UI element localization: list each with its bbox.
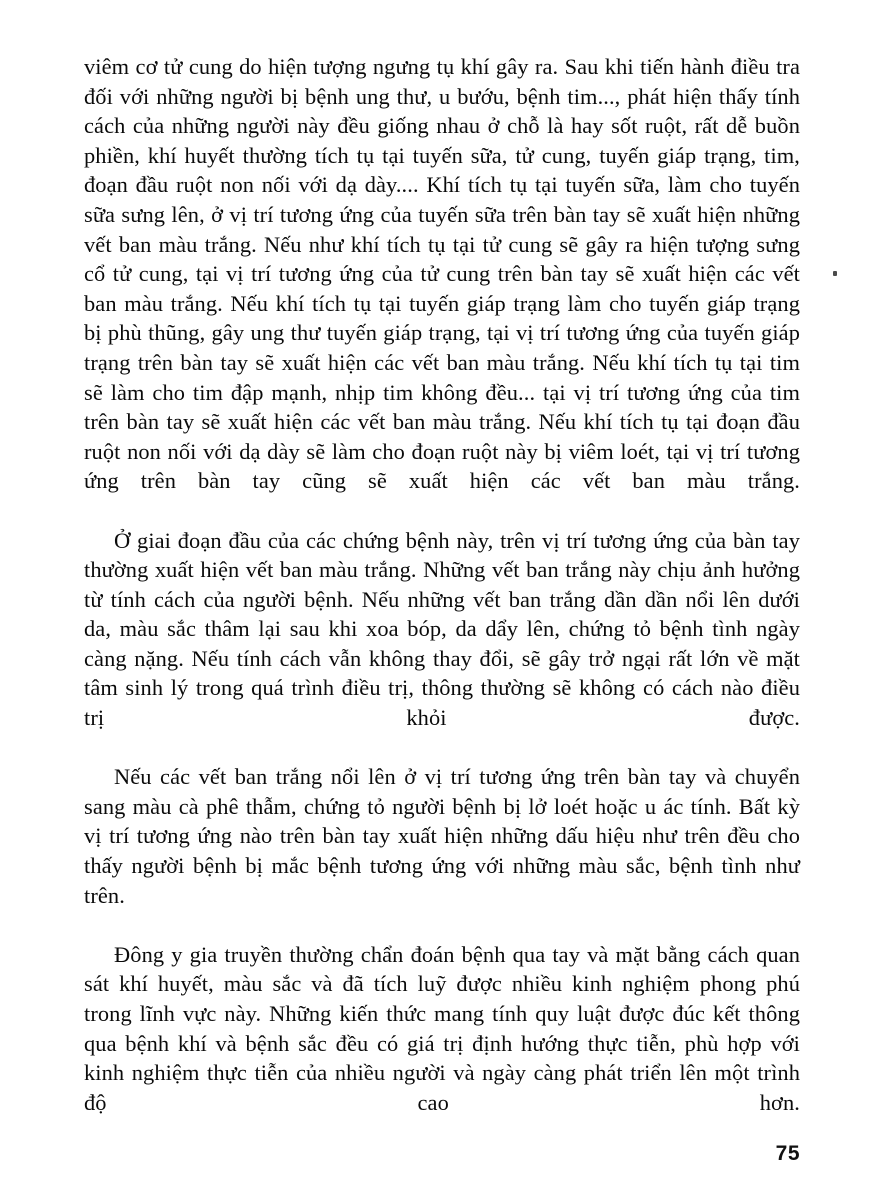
- body-text-column: [84, 52, 800, 1147]
- body-paragraph: viêm cơ tử cung do hiện tượng ngưng tụ khí gây ra. Sau khi tiến hành điều tra đối với những người bị bệnh ung thư, u bướu, bệnh tim..., phát hiện thấy tính cách của những người này đều giống nhau ở chỗ là hay sốt ruột, rất dễ buồn phiền, khí huyết thường tích tụ tại tuyến sữa, tử cung, tuyến giáp trạng, tim, đoạn đầu ruột non nối với dạ dày.... Khí tích tụ tại tuyến sữa, làm cho tuyến sữa sưng lên, ở vị trí tương ứng của tuyến sữa trên bàn tay sẽ xuất hiện những vết ban màu trắng. Nếu như khí tích tụ tại tử cung sẽ gây ra hiện tượng sưng cổ tử cung, tại vị trí tương ứng của tử cung trên bàn tay sẽ xuất hiện các vết ban màu trắng. Nếu khí tích tụ tại tuyến giáp trạng làm cho tuyến giáp trạng bị phù thũng, gây ung thư tuyến giáp trạng, tại vị trí tương ứng của tuyến giáp trạng trên bàn tay sẽ xuất hiện các vết ban màu trắng. Nếu khí tích tụ tại tim sẽ làm cho tim đập mạnh, nhịp tim không đều... tại vị trí tương ứng của tim trên bàn tay sẽ xuất hiện các vết ban màu trắng. Nếu khí tích tụ tại đoạn đầu ruột non nối với dạ dày sẽ làm cho đoạn ruột này bị viêm loét, tại vị trí tương ứng trên bàn tay cũng sẽ xuất hiện các vết ban màu trắng.: [84, 54, 800, 494]
- body-paragraph: Ở giai đoạn đầu của các chứng bệnh này, trên vị trí tương ứng của bàn tay thường xuất hiện vết ban màu trắng. Những vết ban trắng này chịu ảnh hưởng từ tính cách của người bệnh. Nếu những vết ban trắng dần dần nổi lên dưới da, màu sắc thâm lại sau khi xoa bóp, da dẩy lên, chứng tỏ bệnh tình ngày càng nặng. Nếu tính cách vẫn không thay đổi, sẽ gây trở ngại rất lớn về mặt tâm sinh lý trong quá trình điều trị, thông thường sẽ không có cách nào điều trị khỏi được.: [84, 527, 800, 731]
- scan-artifact-speck: [833, 271, 837, 276]
- body-paragraph: Nếu các vết ban trắng nổi lên ở vị trí tương ứng trên bàn tay và chuyển sang màu cà phê thẫm, chứng tỏ người bệnh bị lở loét hoặc u ác tính. Bất kỳ vị trí tương ứng nào trên bàn tay xuất hiện những dấu hiệu như trên đều cho thấy người bệnh bị mắc bệnh tương ứng với những màu sắc, bệnh tình như trên.: [84, 764, 800, 908]
- page-number: 75: [775, 1142, 800, 1165]
- body-paragraph: Đông y gia truyền thường chẩn đoán bệnh qua tay và mặt bằng cách quan sát khí huyết, màu sắc và đã tích luỹ được nhiều kinh nghiệm phong phú trong lĩnh vực này. Những kiến thức mang tính quy luật được đúc kết thông qua bệnh khí và bệnh sắc đều có giá trị định hướng thực tiễn, phù hợp với kinh nghiệm thực tiễn của nhiều người và ngày càng phát triển lên một trình độ cao hơn.: [84, 941, 800, 1115]
